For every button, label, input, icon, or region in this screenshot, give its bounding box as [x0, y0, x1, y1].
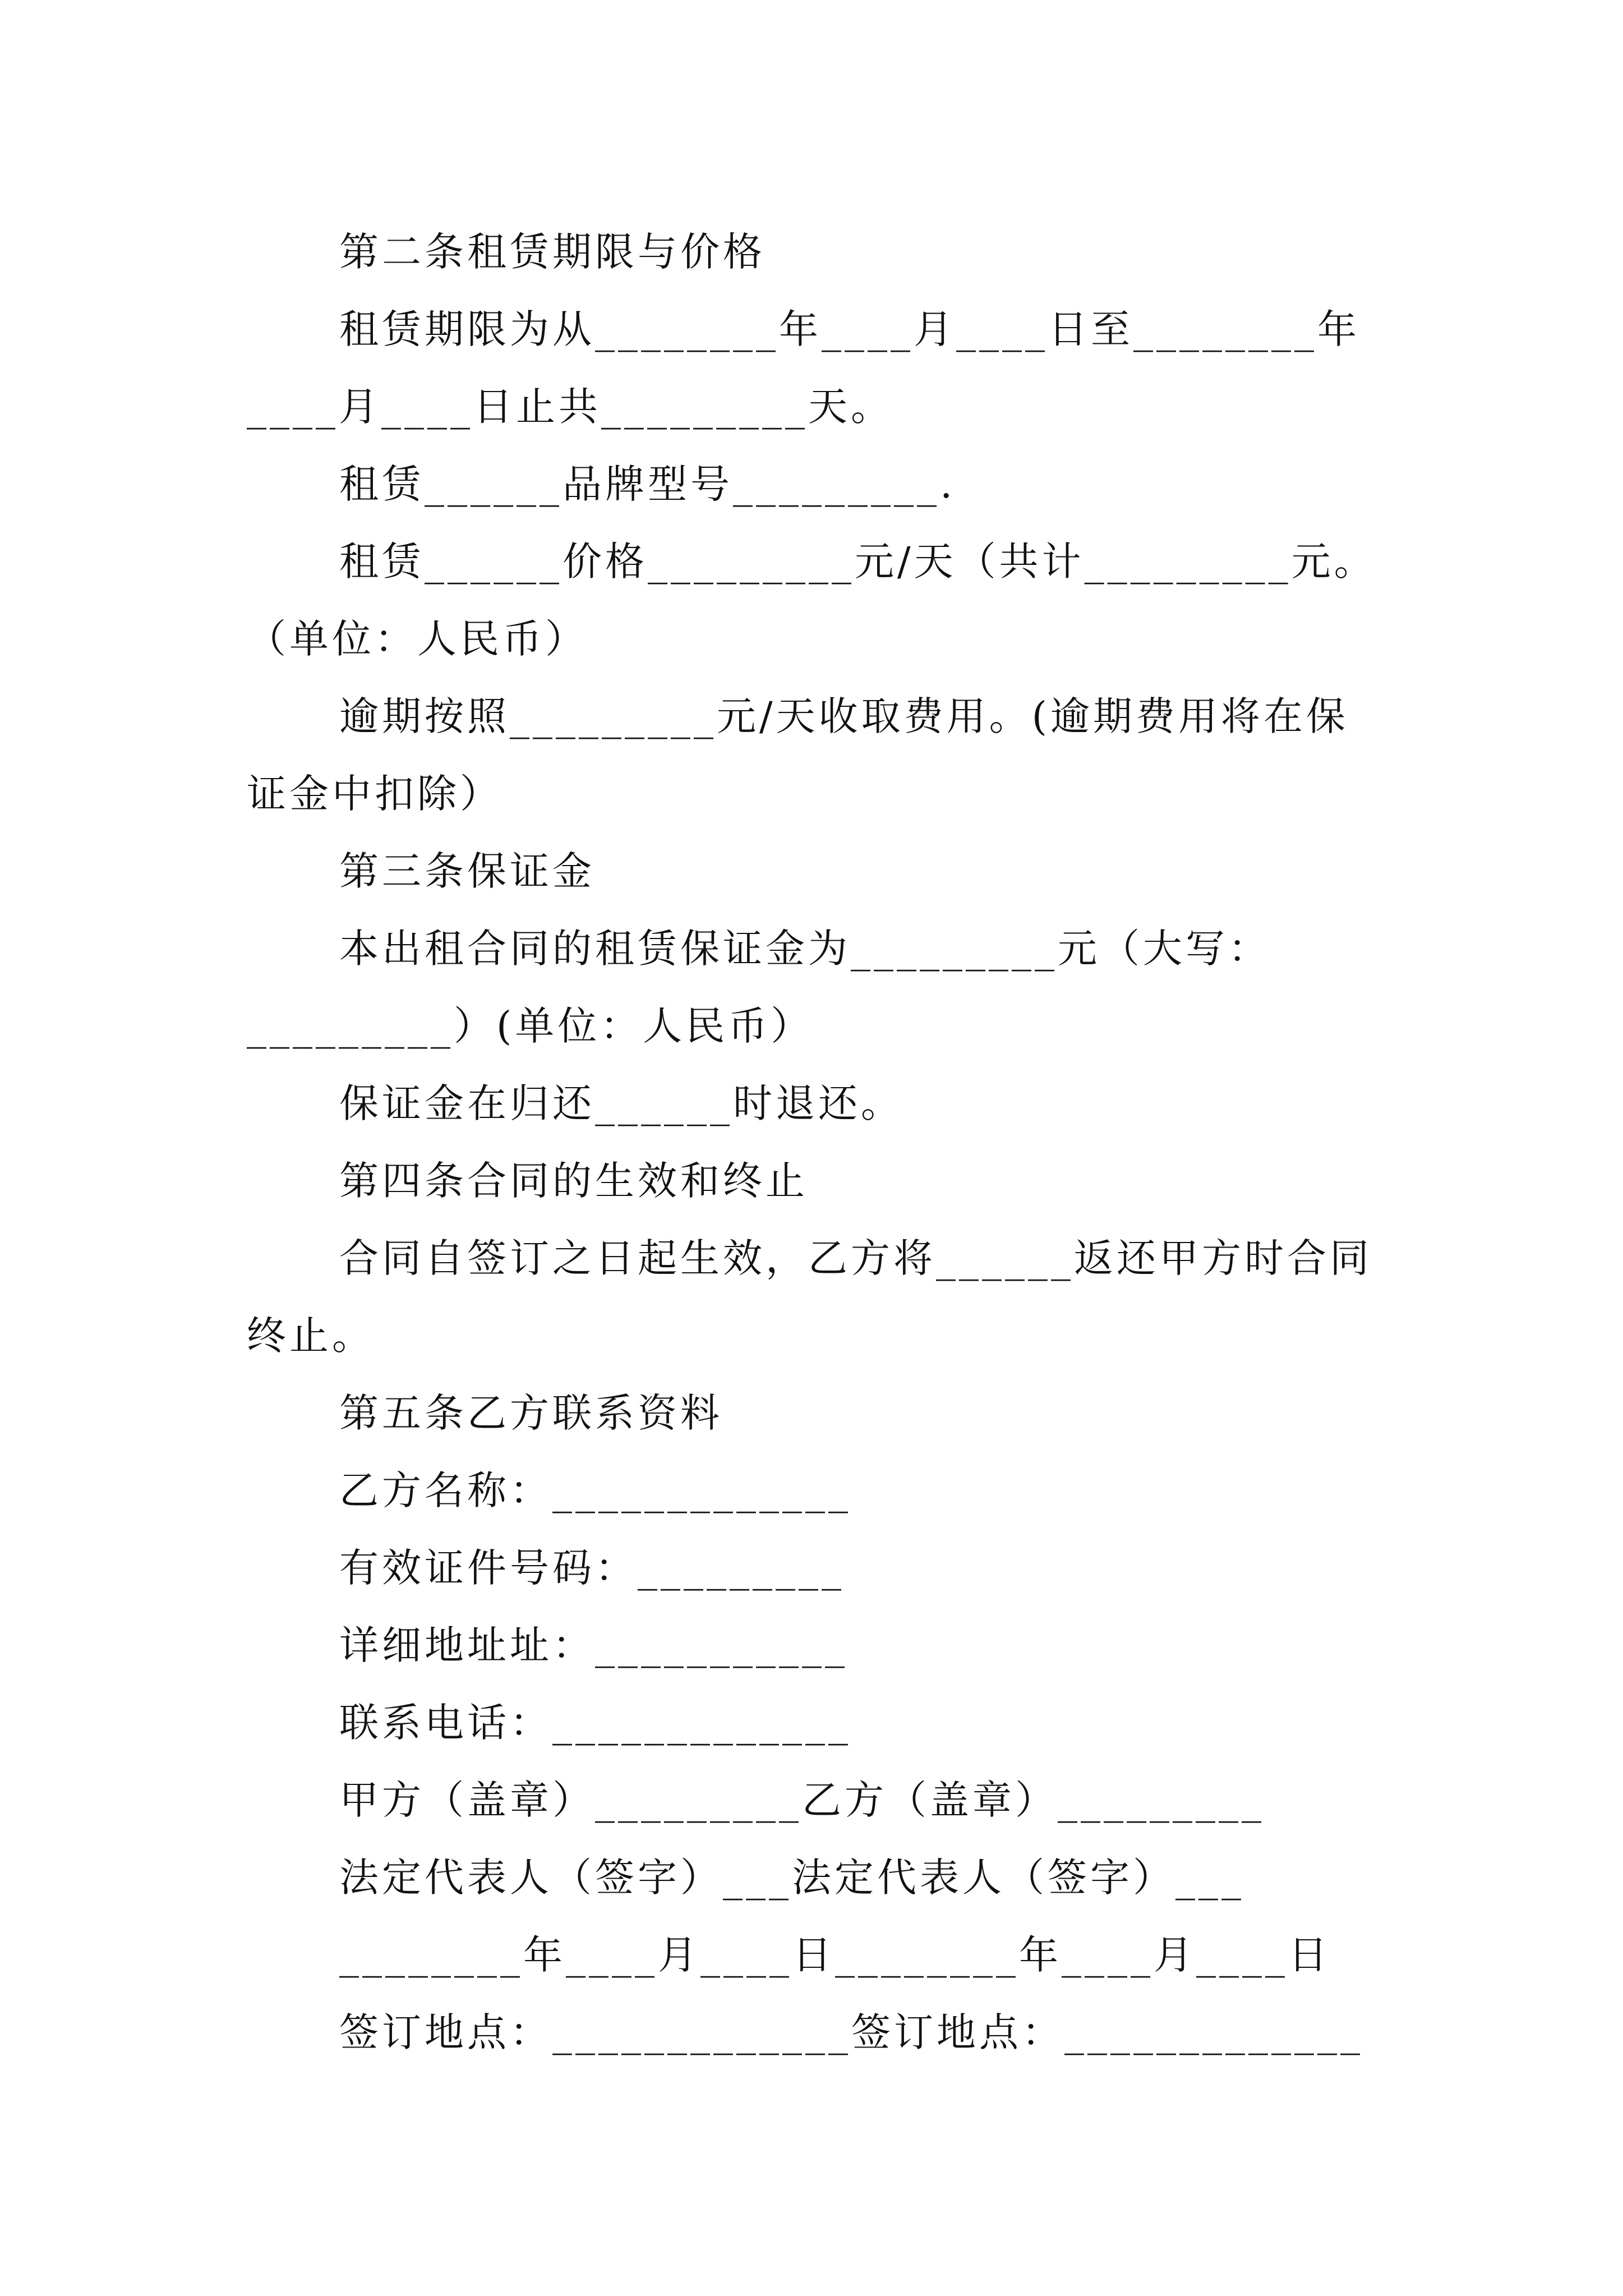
lease-price-line-1: 租赁______价格_________元/天（共计_________元。 — [339, 539, 1377, 585]
article-3-heading: 第三条保证金 — [339, 848, 595, 894]
date-line: ________年____月____日________年____月____日 — [339, 1932, 1331, 1978]
address: 详细地址址：___________ — [339, 1622, 848, 1668]
article-5-heading: 第五条乙方联系资料 — [339, 1390, 723, 1436]
article-2-heading: 第二条租赁期限与价格 — [339, 229, 766, 275]
deposit-refund: 保证金在归还______时退还。 — [339, 1080, 903, 1126]
lease-period-line-1: 租赁期限为从________年____月____日至________年 — [339, 306, 1360, 352]
deposit-line-1: 本出租合同的租赁保证金为_________元（大写： — [339, 926, 1271, 972]
effect-line-1: 合同自签订之日起生效，乙方将______返还甲方时合同 — [339, 1235, 1372, 1281]
signing-place-line: 签订地点：_____________签订地点：_____________ — [339, 2009, 1363, 2055]
lease-brand-model: 租赁______品牌型号_________. — [339, 461, 956, 507]
lease-period-line-2: ____月____日止共_________天。 — [247, 384, 893, 430]
legal-rep-line: 法定代表人（签字）___法定代表人（签字）___ — [339, 1855, 1244, 1901]
article-4-heading: 第四条合同的生效和终止 — [339, 1158, 808, 1204]
lease-price-line-2: （单位：人民币） — [247, 616, 588, 662]
overdue-fee-line-2: 证金中扣除） — [247, 771, 502, 817]
id-number: 有效证件号码：_________ — [339, 1545, 845, 1591]
effect-line-2: 终止。 — [247, 1313, 375, 1359]
phone: 联系电话：_____________ — [339, 1700, 851, 1746]
seal-line: 甲方（盖章）_________乙方（盖章）_________ — [339, 1777, 1265, 1823]
party-b-name: 乙方名称：_____________ — [339, 1467, 851, 1513]
document-page — [247, 213, 1391, 2071]
deposit-line-2: _________）(单位：人民币） — [247, 1003, 814, 1049]
overdue-fee-line-1: 逾期按照_________元/天收取费用。(逾期费用将在保 — [339, 693, 1349, 739]
